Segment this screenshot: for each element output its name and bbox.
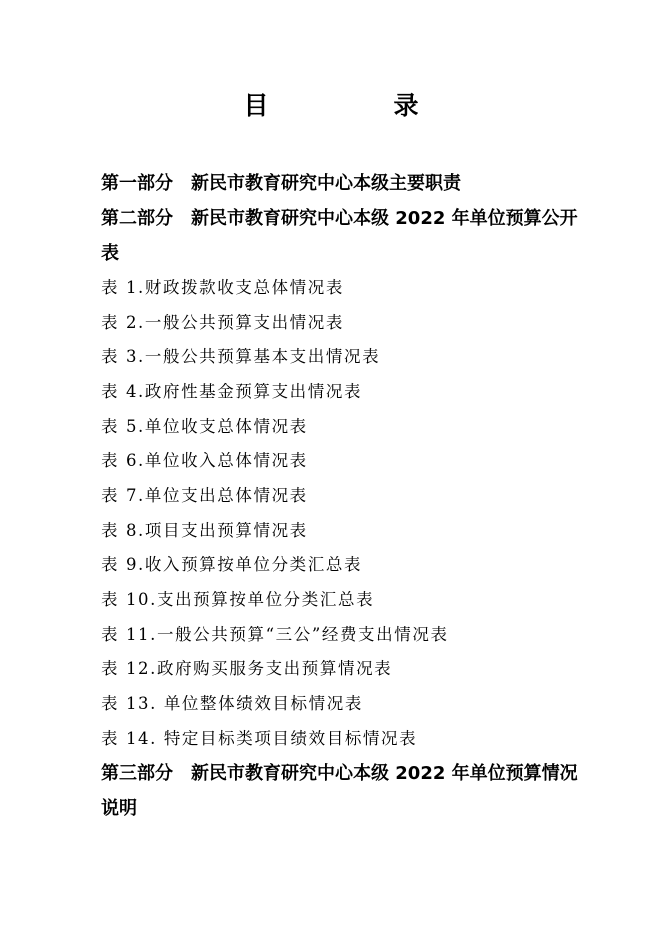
part-text: 新民市教育研究中心本级 2022 年单位预算公开 xyxy=(191,208,578,229)
part-text: 新民市教育研究中心本级主要职责 xyxy=(191,173,461,194)
toc-part-3[interactable] xyxy=(101,762,578,786)
toc-item-table-5[interactable]: 表 5.单位收支总体情况表 xyxy=(101,417,308,436)
part-label: 第二部分 xyxy=(101,208,173,229)
toc-item-table-12[interactable]: 表 12.政府购买服务支出预算情况表 xyxy=(101,659,393,678)
toc-item-table-3[interactable]: 表 3.一般公共预算基本支出情况表 xyxy=(101,347,381,366)
part-label: 第一部分 xyxy=(101,173,173,194)
toc-part-2[interactable] xyxy=(101,207,578,231)
toc-item-table-2[interactable]: 表 2.一般公共预算支出情况表 xyxy=(101,313,344,332)
toc-item-table-4[interactable]: 表 4.政府性基金预算支出情况表 xyxy=(101,382,363,401)
toc-item-table-14[interactable]: 表 14. 特定目标类项目绩效目标情况表 xyxy=(101,729,418,748)
toc-item-table-8[interactable]: 表 8.项目支出预算情况表 xyxy=(101,521,308,540)
toc-item-table-10[interactable]: 表 10.支出预算按单位分类汇总表 xyxy=(101,590,375,609)
toc-part-3-continuation[interactable]: 说明 xyxy=(101,798,137,819)
toc-item-table-11[interactable]: 表 11.一般公共预算“三公”经费支出情况表 xyxy=(101,625,449,644)
toc-item-table-13[interactable]: 表 13. 单位整体绩效目标情况表 xyxy=(101,694,363,713)
toc-item-table-1[interactable]: 表 1.财政拨款收支总体情况表 xyxy=(101,278,344,297)
toc-item-table-9[interactable]: 表 9.收入预算按单位分类汇总表 xyxy=(101,555,363,574)
toc-part-1[interactable] xyxy=(101,172,461,196)
toc-item-table-7[interactable]: 表 7.单位支出总体情况表 xyxy=(101,486,308,505)
toc-item-table-6[interactable]: 表 6.单位收入总体情况表 xyxy=(101,451,308,470)
toc-part-2-continuation[interactable]: 表 xyxy=(101,243,119,264)
page-title: 目 录 xyxy=(243,91,469,120)
part-text: 新民市教育研究中心本级 2022 年单位预算情况 xyxy=(191,763,578,784)
part-label: 第三部分 xyxy=(101,763,173,784)
